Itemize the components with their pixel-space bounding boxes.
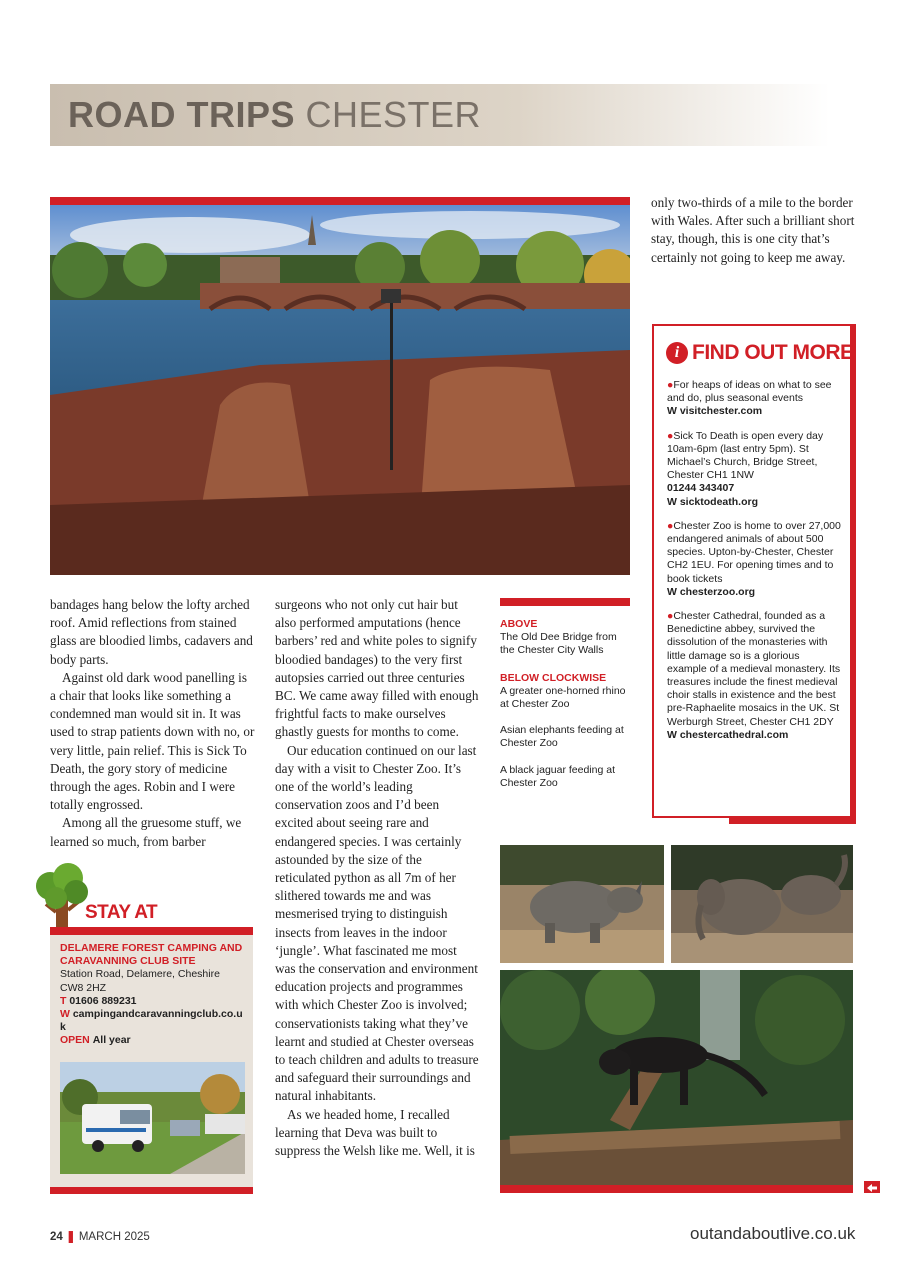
issue-date: MARCH 2025 bbox=[78, 1231, 150, 1243]
list-item: ●For heaps of ideas on what to see and do, plus seasonal events W visitchester.com bbox=[667, 379, 842, 419]
column-2-text bbox=[275, 596, 479, 1160]
find-out-more-box bbox=[652, 324, 852, 818]
old-dee-bridge-photo bbox=[50, 205, 630, 575]
find-out-more-list bbox=[667, 379, 842, 753]
paragraph: bandages hang below the lofty arched roof. Amid reflections from stained glass are bloodied limbs, cadavers and body parts. bbox=[50, 597, 253, 667]
paragraph: only two-thirds of a mile to the border with Wales. After such a brilliant short stay, though, this is one city that’s certainly not going to keep me away. bbox=[651, 195, 855, 265]
rhino-photo bbox=[500, 845, 664, 963]
caption-elephants: Asian elephants feeding at Chester Zoo bbox=[500, 724, 624, 750]
campsite-photo bbox=[60, 1062, 245, 1174]
stay-at-accent-bar bbox=[50, 927, 253, 935]
stay-at-title: STAY AT bbox=[85, 902, 158, 923]
bullet-icon: ● bbox=[667, 519, 674, 532]
bullet-icon: ● bbox=[667, 379, 674, 391]
stay-at-bottom-bar bbox=[50, 1187, 253, 1194]
caption-accent-bar bbox=[500, 598, 630, 606]
caption-above-text: The Old Dee Bridge from the Chester City Walls bbox=[500, 631, 617, 657]
paragraph: As we headed home, I recalled learning that Deva was built to suppress the Welsh like me. Well, it is bbox=[275, 1106, 475, 1159]
paragraph: surgeons who not only cut hair but also performed amputations (hence barbers’ red and white poles to signify bloodied bandages) to the very first autopsies carried out three centuries BC. We came away filled with enough frightful facts to make ourselves ghastly guests for months to come. bbox=[275, 597, 479, 740]
place-name: CHESTER bbox=[305, 94, 482, 135]
column-3-text bbox=[651, 194, 856, 267]
page-number: 24 bbox=[50, 1231, 63, 1243]
website-link[interactable]: W visitchester.com bbox=[667, 405, 763, 418]
paragraph: Against old dark wood panelling is a chair that looks like something a condemned man would sit in. It was used to strap patients down with no, or very little, pain relief. This is Sick To Death, the gory story of medicine through the ages. Robin and I were totally engrossed. bbox=[50, 669, 255, 813]
jaguar-photo bbox=[500, 970, 853, 1185]
photo-captions bbox=[500, 618, 632, 790]
caption-label-above: ABOVE bbox=[500, 618, 538, 630]
elephants-photo bbox=[671, 845, 853, 963]
caption-label-below: BELOW CLOCKWISE bbox=[500, 671, 607, 684]
list-item: ●Sick To Death is open every day 10am-6pm (last entry 5pm). St Michael’s Church, Bridge Street, Chester CH1 1NW 01244 343407 W sicktodeath.org bbox=[667, 430, 842, 509]
paragraph: Our education continued on our last day with a visit to Chester Zoo. It’s one of the world’s leading conservation zoos and I’d been excited about seeing rare and endangered species. I was certainly astounded by the size of the reticulated python as all 7m of her slithered towards me and was mesmerised trying to distinguish insects from leaves in the indoor ‘jungle’. What fascinated me most was the conservation and environment education projects and programmes with which Chester Zoo is involved; conservationists taking what they’ve learnt and studied at Chester overseas to teach children and adults to treasure and safeguard their surroundings and natural inhabitants. bbox=[275, 742, 479, 1104]
footer-page-info bbox=[50, 1229, 150, 1243]
section-name: ROAD TRIPS bbox=[68, 94, 296, 135]
campsite-address: Station Road, Delamere, Cheshire CW8 2HZ bbox=[60, 968, 220, 994]
photo-accent-bar bbox=[500, 1185, 853, 1193]
campsite-website[interactable]: campingandcaravanningclub.co.uk bbox=[60, 1008, 243, 1034]
section-header bbox=[50, 84, 830, 146]
website-link[interactable]: W chesterzoo.org bbox=[667, 585, 756, 598]
find-out-more-heading bbox=[666, 341, 854, 365]
caption-jaguar: A black jaguar feeding at Chester Zoo bbox=[500, 763, 615, 789]
photo-accent-bar bbox=[50, 197, 630, 205]
campsite-phone: 01606 889231 bbox=[69, 994, 137, 1007]
paragraph: Among all the gruesome stuff, we learned so much, from barber bbox=[50, 815, 242, 849]
caption-rhino: A greater one-horned rhino at Chester Zoo bbox=[500, 684, 626, 711]
phone-number: 01244 343407 bbox=[667, 482, 735, 495]
info-icon: i bbox=[666, 342, 688, 364]
column-1-text bbox=[50, 596, 255, 851]
list-item: ●Chester Zoo is home to over 27,000 endangered animals of about 500 species. Upton-by-Chester, Chester CH2 1EU. For opening times and to book tickets W chesterzoo.org bbox=[667, 519, 841, 598]
bullet-icon: ● bbox=[667, 429, 674, 442]
campsite-open: All year bbox=[92, 1034, 131, 1047]
campsite-name: DELAMERE FOREST CAMPING AND CARAVANNING CLUB SITE bbox=[60, 942, 243, 968]
find-out-more-title: FIND OUT MORE bbox=[692, 341, 854, 364]
divider: ❚ bbox=[66, 1231, 76, 1243]
website-link[interactable]: W chestercathedral.com bbox=[667, 728, 789, 741]
website-link[interactable]: W sicktodeath.org bbox=[667, 495, 759, 508]
footer-website[interactable]: outandaboutlive.co.uk bbox=[690, 1224, 856, 1243]
stay-at-details: DELAMERE FOREST CAMPING AND CARAVANNING CLUB SITE Station Road, Delamere, Cheshire CW8 2HZ T 01606 889231 W campingandcaravanningclub.co.uk OPEN All year bbox=[60, 942, 246, 1048]
list-item: ●Chester Cathedral, founded as a Benedictine abbey, survived the dissolution of the monasteries with little damage so is a glorious example of a medieval monastery. Its treasures include the finest medieval choir stalls in existence and the best pre-Raphaelite mosaics in the UK. St Werburgh Street, Chester CH1 2DY W chestercathedral.com bbox=[667, 610, 841, 741]
bullet-icon: ● bbox=[667, 610, 674, 623]
tree-icon bbox=[32, 862, 92, 932]
continue-arrow-icon bbox=[864, 1181, 880, 1193]
